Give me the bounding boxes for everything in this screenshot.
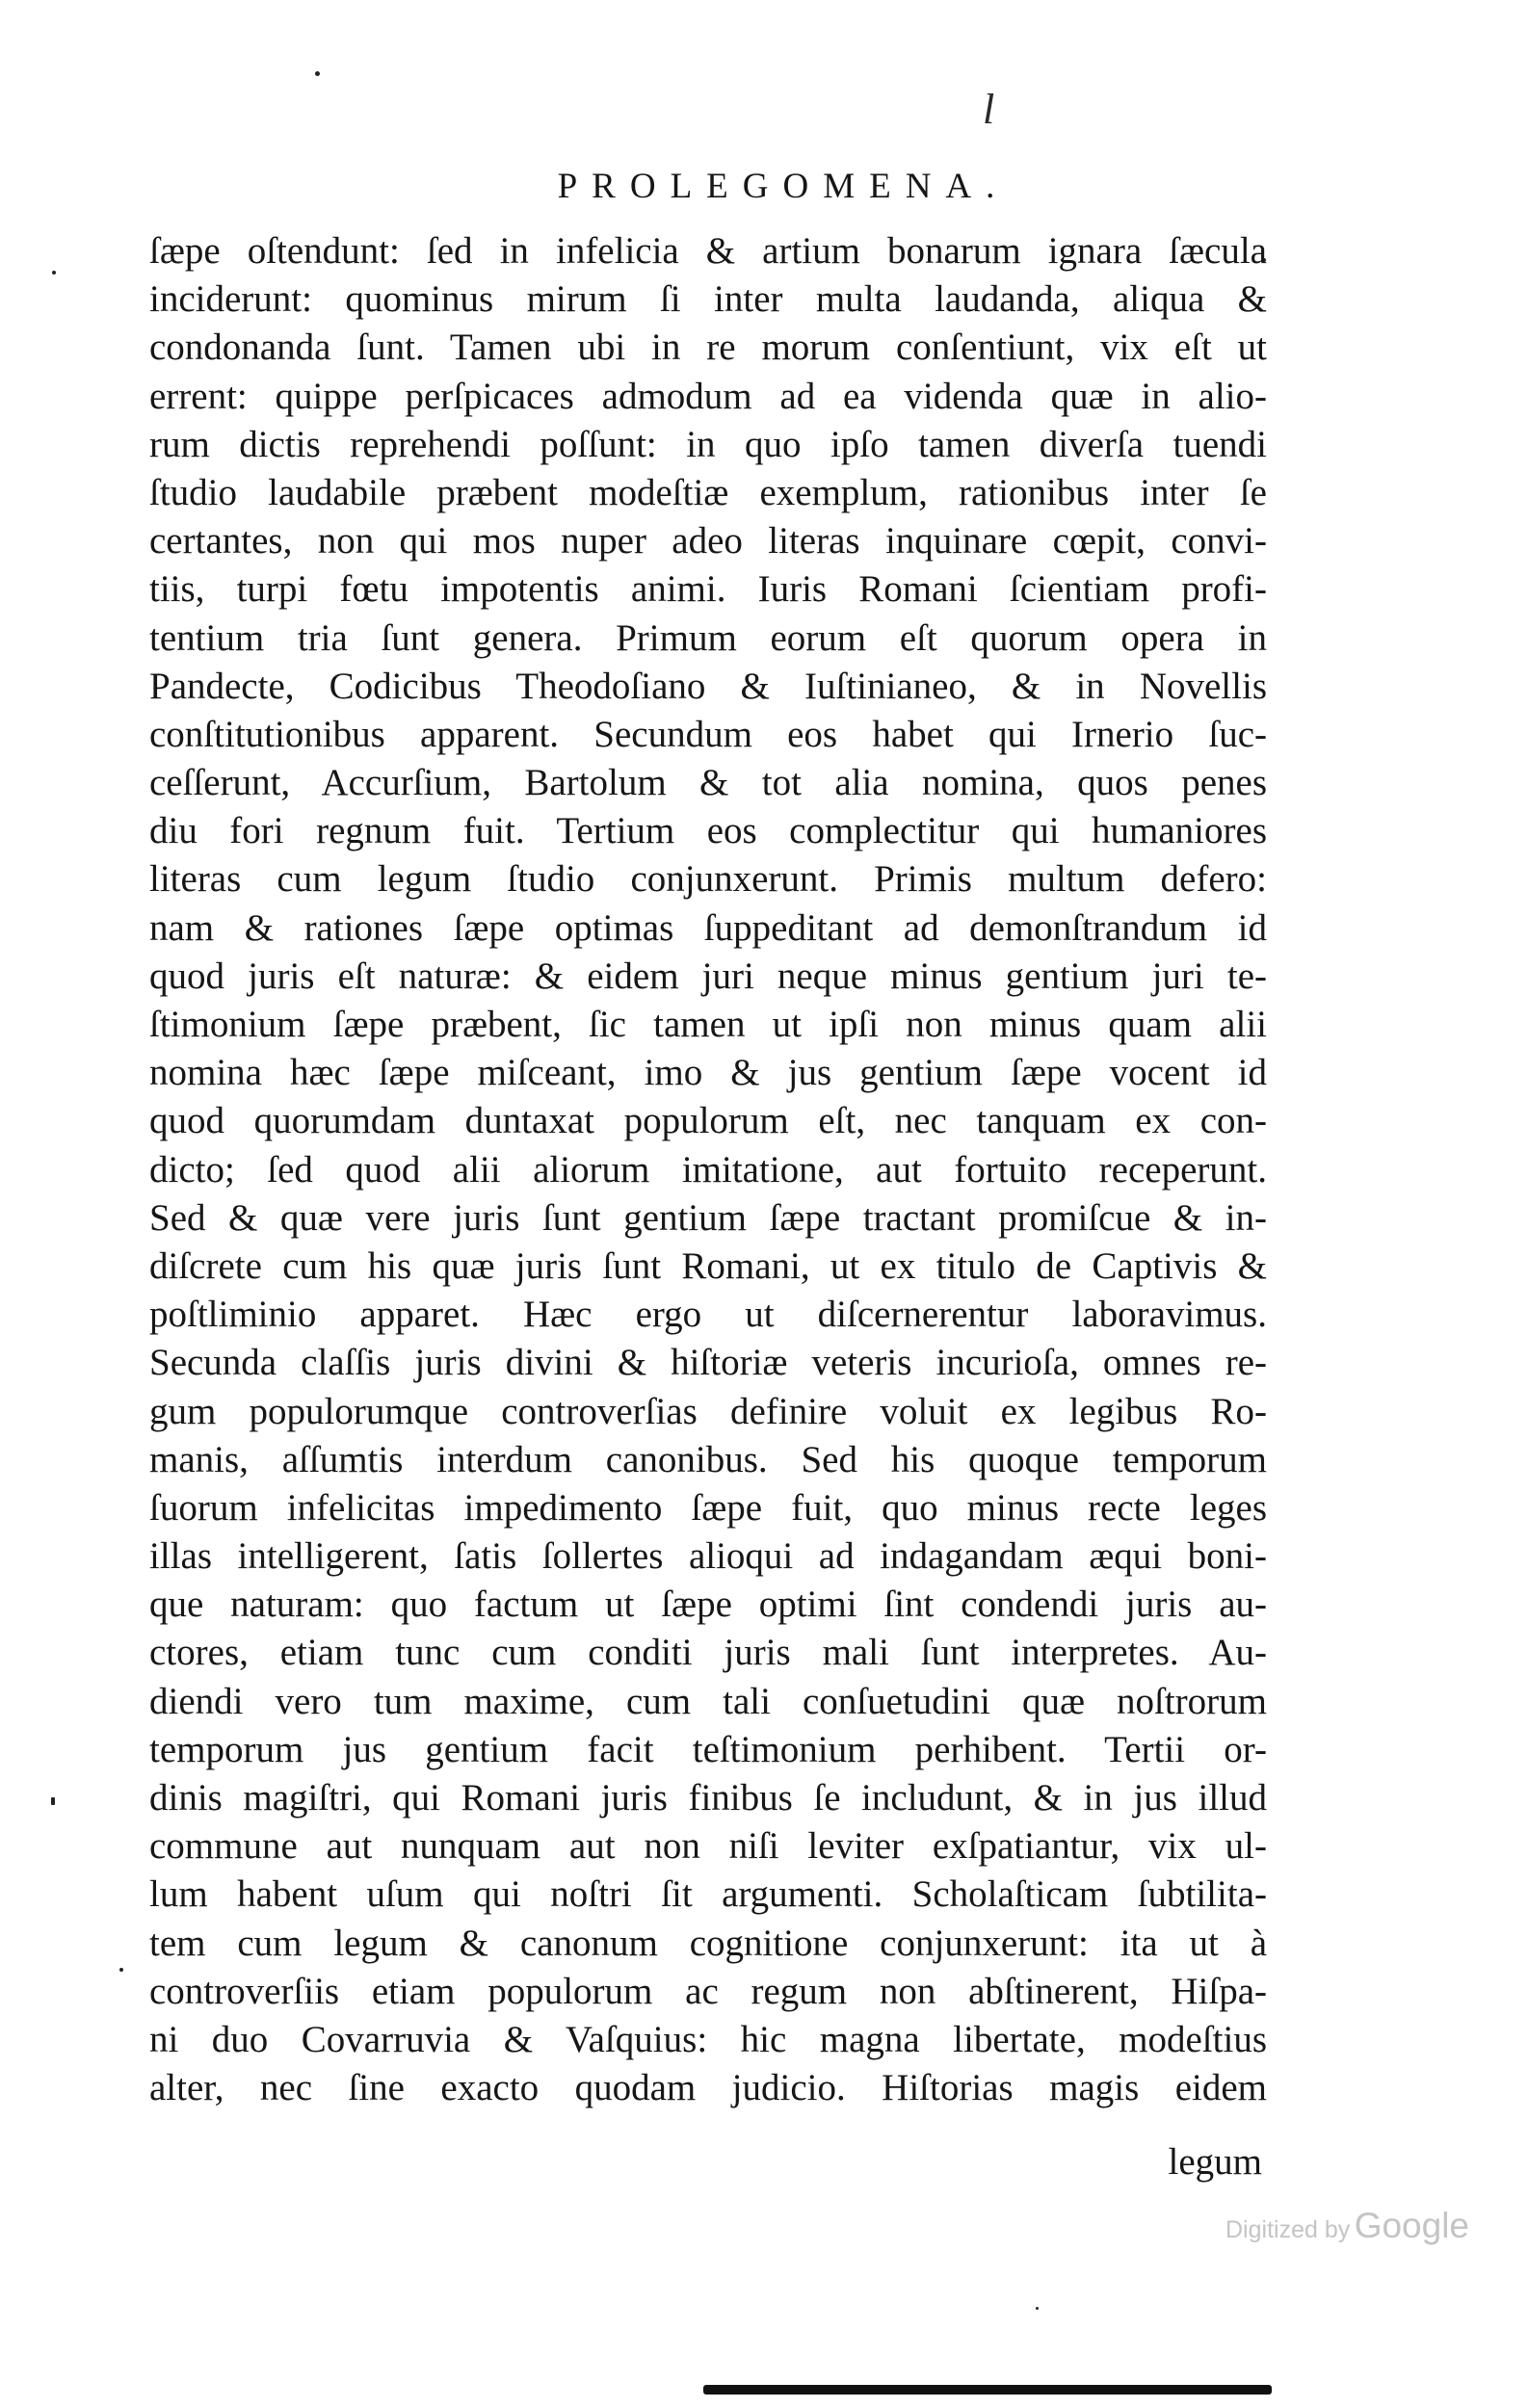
- text-line: controverſiis etiam populorum ac regum non abſtinerent, Hiſpa-: [149, 1970, 1267, 2012]
- text-line: tentium tria ſunt genera. Primum eorum eſt quorum opera in: [149, 616, 1267, 659]
- ink-speck: [315, 71, 320, 76]
- text-line: literas cum legum ſtudio conjunxerunt. Primis multum defero:: [149, 858, 1267, 901]
- text-line: temporum jus gentium facit teſtimonium perhibent. Tertii or-: [149, 1728, 1267, 1770]
- text-line: nomina hæc ſæpe miſceant, imo & jus gentium ſæpe vocent id: [149, 1052, 1267, 1094]
- text-line: lum habent uſum qui noſtri ſit argumenti. Scholaſticam ſubtilita-: [149, 1873, 1267, 1916]
- text-line: ceſſerunt, Accurſium, Bartolum & tot alia nomina, quos penes: [149, 762, 1267, 804]
- text-line: quod juris eſt naturæ: & eidem juri neque minus gentium juri te-: [149, 955, 1267, 997]
- folio-mark: l: [983, 86, 995, 133]
- scan-edge-shadow: [703, 2385, 1272, 2395]
- text-line: diendi vero tum maxime, cum tali conſuetudini quæ noſtrorum: [149, 1680, 1267, 1722]
- text-line: nam & rationes ſæpe optimas ſuppeditant ad demonſtrandum id: [149, 906, 1267, 949]
- text-line: rum dictis reprehendi poſſunt: in quo ipſo tamen diverſa tuendi: [149, 423, 1267, 465]
- text-line: dicto; ſed quod alii aliorum imitatione, aut fortuito receperunt.: [149, 1148, 1267, 1191]
- text-line: gum populorumque controverſias definire voluit ex legibus Ro-: [149, 1390, 1267, 1432]
- text-line: tem cum legum & canonum cognitione conjunxerunt: ita ut à: [149, 1922, 1267, 1964]
- text-line: ſuorum infelicitas impedimento ſæpe fuit, quo minus recte leges: [149, 1486, 1267, 1529]
- text-line: illas intelligerent, ſatis ſollertes alioqui ad indagandam æqui boni-: [149, 1535, 1267, 1578]
- text-line: diu fori regnum fuit. Tertium eos complectitur qui humaniores: [149, 810, 1267, 852]
- text-line: ſtimonium ſæpe præbent, ſic tamen ut ipſi non minus quam alii: [149, 1004, 1267, 1045]
- text-line: Sed & quæ vere juris ſunt gentium ſæpe tractant promiſcue & in-: [149, 1196, 1267, 1239]
- text-line: inciderunt: quominus mirum ſi inter multa laudanda, aliqua &: [149, 278, 1267, 321]
- text-line: condonanda ſunt. Tamen ubi in re morum conſentiunt, vix eſt ut: [149, 327, 1267, 369]
- watermark-prefix: Digitized by: [1225, 2216, 1351, 2243]
- text-line: dinis magiſtri, qui Romani juris finibus ſe includunt, & in jus illud: [149, 1777, 1267, 1819]
- text-line: alter, nec ſine exacto quodam judicio. Hiſtorias magis eidem: [149, 2067, 1267, 2109]
- text-line: tiis, turpi fœtu impotentis animi. Iuris Romani ſcientiam profi-: [149, 568, 1267, 611]
- text-line: conſtitutionibus apparent. Secundum eos habet qui Irnerio ſuc-: [149, 713, 1267, 755]
- digitization-watermark: [1225, 2206, 1469, 2246]
- text-line: quod quorumdam duntaxat populorum eſt, nec tanquam ex con-: [149, 1100, 1267, 1142]
- text-line: ſæpe oſtendunt: ſed in infelicia & artium bonarum ignara ſæcula: [149, 230, 1267, 272]
- text-line: poſtliminio apparet. Hæc ergo ut diſcernerentur laboravimus.: [149, 1294, 1267, 1336]
- watermark-brand: Google: [1354, 2206, 1469, 2245]
- text-line: Secunda claſſis juris divini & hiſtoriæ veteris incurioſa, omnes re-: [149, 1342, 1267, 1384]
- text-line: ni duo Covarruvia & Vaſquius: hic magna libertate, modeſtius: [149, 2018, 1267, 2060]
- text-line: que naturam: quo factum ut ſæpe optimi ſint condendi juris au-: [149, 1584, 1267, 1626]
- catchword: legum: [1168, 2141, 1262, 2183]
- running-head: PROLEGOMENA.: [557, 167, 1010, 206]
- text-line: ſtudio laudabile præbent modeſtiæ exemplum, rationibus inter ſe: [149, 471, 1267, 513]
- ink-speck: [119, 1968, 123, 1972]
- text-line: Pandecte, Codicibus Theodoſiano & Iuſtinianeo, & in Novellis: [149, 665, 1267, 707]
- text-line: ctores, etiam tunc cum conditi juris mali ſunt interpretes. Au-: [149, 1632, 1267, 1674]
- text-line: manis, aſſumtis interdum canonibus. Sed his quoque temporum: [149, 1438, 1267, 1480]
- ink-speck: [1036, 2307, 1039, 2310]
- ink-speck: [51, 1797, 55, 1805]
- text-line: commune aut nunquam aut non niſi leviter exſpatiantur, vix ul-: [149, 1825, 1267, 1868]
- ink-speck: [52, 271, 56, 275]
- text-line: diſcrete cum his quæ juris ſunt Romani, ut ex titulo de Captivis &: [149, 1244, 1267, 1287]
- text-line: certantes, non qui mos nuper adeo literas inquinare cœpit, convi-: [149, 520, 1267, 563]
- body-text: [149, 227, 1267, 2112]
- text-line: errent: quippe perſpicaces admodum ad ea videnda quæ in alio-: [149, 375, 1267, 417]
